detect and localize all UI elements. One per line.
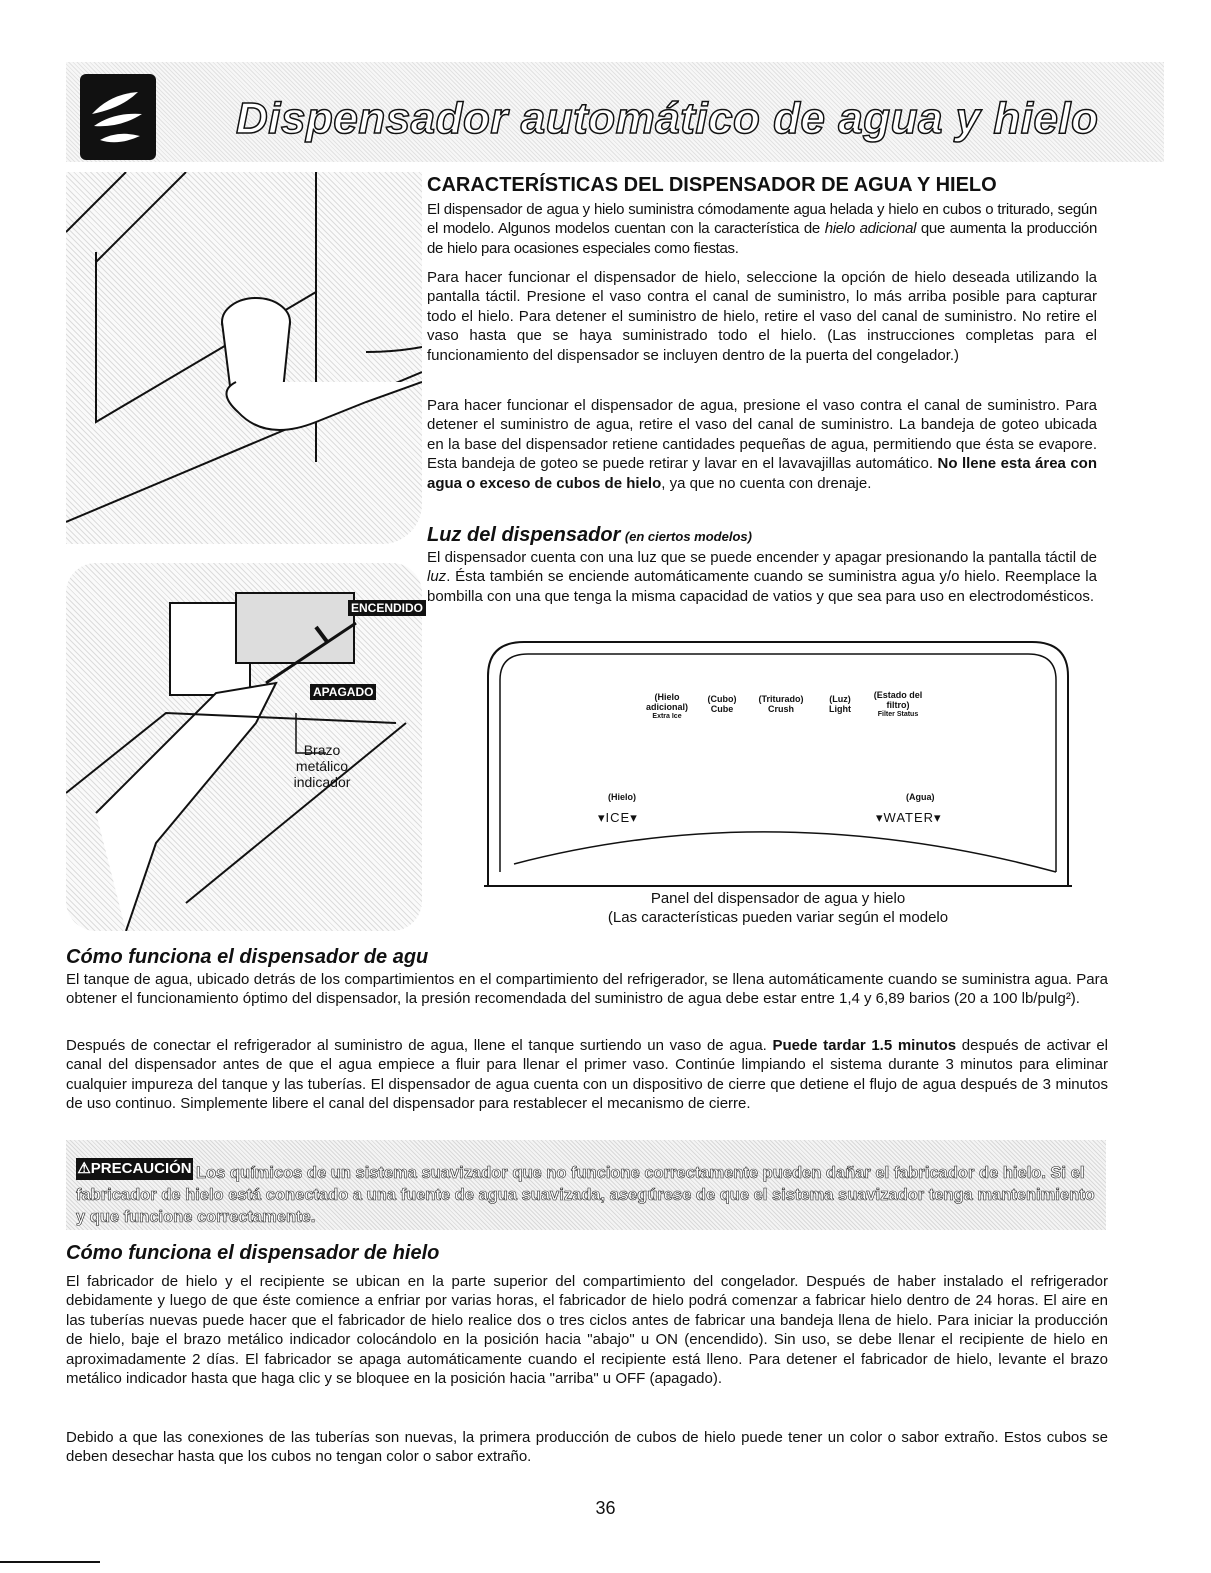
panel-button-cube[interactable]: (Cubo) Cube xyxy=(707,694,737,714)
dispenser-cup-illustration xyxy=(66,172,422,544)
icemaker-illustration xyxy=(66,563,422,931)
panel-caption: Panel del dispensador de agua y hielo (Las características pueden variar según el modelo xyxy=(607,890,949,926)
dispenser-panel-illustration xyxy=(484,636,1072,888)
panel-water-label-es: (Agua) xyxy=(906,792,935,802)
features-heading: CARACTERÍSTICAS DEL DISPENSADOR DE AGUA Y HIELO xyxy=(427,174,997,196)
panel-water-label: ▾WATER▾ xyxy=(876,810,942,825)
panel-button-light[interactable]: (Luz) Light xyxy=(829,694,851,714)
ice-water-icon xyxy=(80,74,156,160)
water-paragraph-1: El tanque de agua, ubicado detrás de los compartimientos en el compartimiento del refrigerador, se llena automáticamente cuando se suministra agua. Para obtener el funcionamiento óptimo del dispensador, la presión recomendada del suministro de agua debe estar entre 1,4 y 6,89 barios (20 a 100 lb/pulg²). xyxy=(66,971,1108,1008)
features-paragraph-1: El dispensador de agua y hielo suministra cómodamente agua helada y hielo en cubos o triturado, según el modelo. Algunos modelos cuentan con la característica de hielo adicional que aumenta la producción de hielo para ocasiones especiales como fiestas. xyxy=(427,201,1097,257)
footer-rule xyxy=(0,1561,100,1563)
water-heading: Cómo funciona el dispensador de agu xyxy=(66,946,429,968)
ice-paragraph-2: Debido a que las conexiones de las tuberías son nuevas, la primera producción de cubos de hielo puede tener un color o sabor extraño. Estos cubos se deben desechar hasta que los cubos no tengan color o sabor extraño. xyxy=(66,1429,1108,1466)
warning-icon: ⚠ xyxy=(77,1160,91,1177)
ice-heading: Cómo funciona el dispensador de hielo xyxy=(66,1242,440,1264)
ice-paragraph-1: El fabricador de hielo y el recipiente se ubican en la parte superior del compartimiento del congelador. Después de haber instalado el refrigerador debidamente y luego de que éste comience a enfriar por varias horas, el fabricador de hielo podrá comenzar a fabricar hielo dentro de 24 horas. El aire en las tuberías nuevas puede hacer que el fabricador de hielo realice dos o tres ciclos antes de fabricar una bandeja llena de hielo. Para iniciar la producción de hielo, baje el brazo metálico indicador colocándolo en la posición hacia "abajo" u ON (encendido). Sin uso, se debe llenar el recipiente de hielo en aproximadamente 2 días. El fabricador se apaga automáticamente cuando el recipiente está lleno. Para detener el fabricador de hielo, levante el brazo metálico indicador hasta que haga clic y se bloquee en la posición hacia "arriba" u OFF (apagado). xyxy=(66,1273,1108,1388)
panel-ice-label-es: (Hielo) xyxy=(608,792,636,802)
page-title: Dispensador automático de agua y hielo xyxy=(236,94,1099,143)
water-paragraph-2: Después de conectar el refrigerador al suministro de agua, llene el tanque surtiendo un vaso de agua. Puede tardar 1.5 minutos después de activar el canal del dispensador antes de que el agua empiece a fluir para llenar el primer vaso. Continúe limpiando el sistema durante 3 minutos para eliminar cualquier impureza del tanque y las tuberías. El dispensador de agua cuenta con un dispositivo de cierre que detiene el flujo de agua después de 3 minutos de uso continuo. Simplemente libere el canal del dispensador para restablecer el mecanismo de cierre. xyxy=(66,1037,1109,1113)
light-paragraph: El dispensador cuenta con una luz que se puede encender y apagar presionando la pantalla táctil de luz. Ésta también se enciende automáticamente cuando se suministra agua y/o hielo. Reemplace la bombilla con una que tenga la misma capacidad de vatios y que sea para uso en electrodomésticos. xyxy=(427,549,1097,605)
panel-button-filter-status[interactable]: (Estado del filtro) Filter Status xyxy=(873,690,923,718)
panel-button-extra-ice[interactable]: (Hielo adicional) Extra Ice xyxy=(645,692,688,720)
features-paragraph-2: Para hacer funcionar el dispensador de hielo, seleccione la opción de hielo deseada utilizando la pantalla táctil. Presione el vaso contra el canal de suministro, lo más arriba posible para capturar todo el hielo. Para detener el suministro de hielo, retire el vaso del canal de suministro. No retire el vaso hasta que se haya suministrado todo el hielo. (Las instrucciones completas para el funcionamiento del dispensador se incluyen dentro de la puerta del congelador.) xyxy=(427,269,1097,364)
features-paragraph-3: Para hacer funcionar el dispensador de agua, presione el vaso contra el canal de suministro. Para detener el suministro de agua, retire el vaso del canal de suministro. La bandeja de goteo ubicada en la base del dispensador retiene cantidades pequeñas de agua, permitiendo que ésta se evapore. Esta bandeja de goteo se puede retirar y lavar en el lavavajillas automático. No llene esta área con agua o exceso de cubos de hielo, ya que no cuenta con drenaje. xyxy=(427,397,1098,492)
label-off: APAGADO xyxy=(310,684,376,700)
label-on: ENCENDIDO xyxy=(348,600,426,616)
page-number: 36 xyxy=(595,1498,616,1518)
label-arm: Brazo metálico indicador xyxy=(293,742,351,790)
caution-badge: ⚠PRECAUCIÓN xyxy=(76,1158,193,1180)
panel-button-crush[interactable]: (Triturado) Crush xyxy=(758,694,804,714)
caution-text: Los químicos de un sistema suavizador que no funcione correctamente pueden dañar el fabricador de hielo. Si el fabricador de hielo está conectado a una fuente de agua suavizada, asegúrese de que el sistema suavizador tenga mantenimiento y que funcione correctamente. xyxy=(76,1164,1095,1226)
panel-ice-label: ▾ICE▾ xyxy=(598,810,638,825)
light-heading: Luz del dispensador (en ciertos modelos) xyxy=(427,524,752,546)
